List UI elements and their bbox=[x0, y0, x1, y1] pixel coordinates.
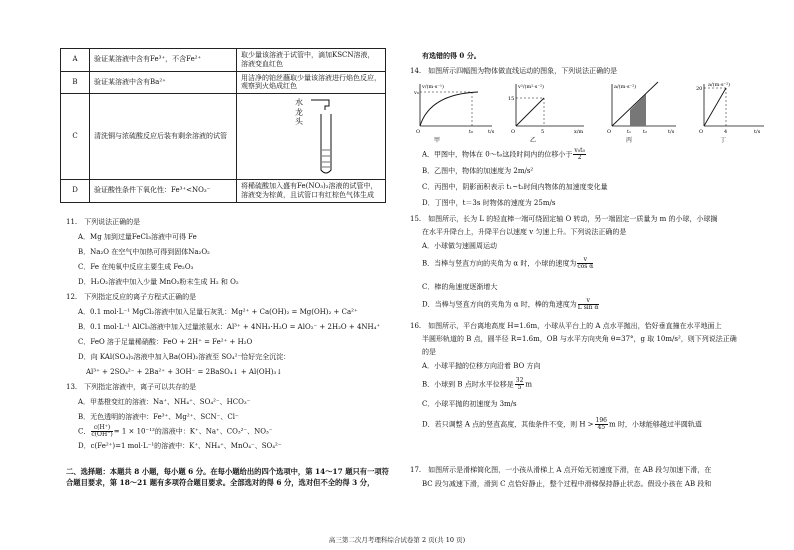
q12-option-d: D．向 KAl(SO₄)₂溶液中加入Ba(OH)₂溶液至 SO₄²⁻恰好完全沉淀： bbox=[78, 353, 291, 361]
svg-text:a/(m·s⁻²): a/(m·s⁻²) bbox=[614, 84, 637, 90]
table-row bbox=[61, 180, 386, 203]
q15-fraction-b bbox=[577, 257, 593, 270]
option-purpose: 验证某溶液中含有Fe³⁺，不含Fe²⁺ bbox=[90, 49, 237, 72]
option-method: 将稀硫酸加入盛有Fe(NO₃)₂溶液的试管中，溶液变为棕黄，且试管口有红棕色气体生成 bbox=[237, 180, 386, 203]
svg-text:v/(m·s⁻¹): v/(m·s⁻¹) bbox=[422, 84, 444, 90]
graph-caption-bing: 丙 bbox=[626, 137, 633, 144]
option-key: A bbox=[61, 49, 90, 72]
svg-text:O: O bbox=[511, 129, 516, 135]
option-method: 用洁净的铂丝蘸取少量该溶液进行焰色反应，观察到火焰成红色 bbox=[237, 71, 386, 94]
question-17-stem-2: BC 段匀减速下滑，滑到 C 点恰好静止，整个过程中滑梯保持静止状态。假设小孩在 AB 段和 bbox=[422, 480, 712, 488]
graph-caption-jia: 甲 bbox=[434, 137, 441, 144]
q13-fraction bbox=[91, 425, 112, 438]
table-row bbox=[61, 49, 386, 72]
question-14-stem: 14. 如图所示四幅图为物体做直线运动的图象，下列说法正确的是 bbox=[410, 67, 618, 75]
fraction-denominator: 2 bbox=[577, 154, 582, 161]
fraction-numerator: v bbox=[577, 257, 593, 264]
svg-text:t₀: t₀ bbox=[469, 129, 474, 135]
q15-option-b-text: B．当棒与竖直方向的夹角为 α 时，小球的速度为 bbox=[422, 259, 577, 268]
graph-caption-ding: 丁 bbox=[720, 137, 727, 144]
svg-text:5: 5 bbox=[541, 129, 545, 135]
option-purpose: 验证酸性条件下氧化性：Fe³⁺<NO₃⁻ bbox=[90, 180, 237, 203]
question-12-stem: 12. 下列指定反应的离子方程式正确的是 bbox=[66, 293, 197, 301]
svg-text:t/s: t/s bbox=[488, 129, 495, 135]
table-row bbox=[61, 94, 386, 180]
q15-option-a: A．小球做匀速圆周运动 bbox=[422, 242, 498, 250]
svg-text:t/s: t/s bbox=[668, 129, 675, 135]
svg-text:4: 4 bbox=[724, 129, 728, 135]
question-11-stem: 11. 下列说法正确的是 bbox=[66, 218, 141, 226]
question-16-stem-3: 的是 bbox=[422, 348, 436, 356]
svg-text:15: 15 bbox=[508, 96, 515, 102]
option-key: B bbox=[61, 71, 90, 94]
graph-yi bbox=[508, 83, 584, 135]
page-footer: 高三第二次月考理科综合试卷第 2 页(共 10 页) bbox=[328, 536, 466, 544]
q15-option-d-text: D．当棒与竖直方向的夹角为 α 时，棒的角速度为 bbox=[422, 300, 577, 309]
svg-text:t₁: t₁ bbox=[627, 129, 632, 135]
question-15-stem: 15. 如图所示，长为 L 的轻直棒一端可绕固定轴 O 转动，另一端固定一质量为 m 的小球，小球搁 bbox=[410, 215, 718, 223]
test-tube-diagram bbox=[307, 96, 347, 176]
graph-ding bbox=[696, 81, 764, 135]
q12-option-d-equation: Al³⁺ + 2SO₄²⁻ + 2Ba²⁺ + 3OH⁻ = 2BaSO₄↓ + Al(OH)₃↓ bbox=[86, 368, 283, 376]
q16-option-c: C．小球平抛的初速度为 3m/s bbox=[422, 400, 517, 408]
fraction-numerator: c(H⁺) bbox=[91, 425, 112, 432]
question-16-stem: 16. 如图所示，平台离地高度 H=1.6m，小球从平台上的 A 点水平抛出，恰好垂直撞在水平地面上 bbox=[410, 322, 722, 330]
question-15-stem-2: 在水平升降台上，升降平台以速度 v 匀速上升。下列说法正确的是 bbox=[422, 228, 627, 236]
q14-option-a bbox=[422, 148, 587, 161]
q11-option-c: C．Fe 在纯氧中反应主要生成 Fe₂O₃ bbox=[78, 263, 194, 271]
fraction-numerator: v₀t₀ bbox=[574, 147, 585, 154]
q16-option-b-unit: m bbox=[525, 380, 533, 389]
fraction-denominator: c(OH⁻) bbox=[91, 431, 113, 438]
q16-option-d-text-2: m 时，小球能够越过半圆轨道 bbox=[609, 420, 702, 429]
q15-fraction-d bbox=[578, 298, 599, 311]
q12-option-c: C．FeO 溶于足量稀硝酸：FeO + 2H⁺ = Fe²⁺ + H₂O bbox=[78, 338, 253, 346]
svg-text:v₀: v₀ bbox=[414, 90, 419, 96]
q14-fraction bbox=[573, 148, 586, 161]
option-method: 取少量该溶液于试管中，滴加KSCN溶液，溶液变血红色 bbox=[237, 49, 386, 72]
q11-option-b: B．Na₂O 在空气中加热可得到固体Na₂O₂ bbox=[78, 248, 210, 256]
question-13-stem: 13. 下列指定溶液中，离子可以共存的是 bbox=[66, 383, 197, 391]
q13-option-a: A．甲基橙变红的溶液：Na⁺、NH₄⁺、SO₄²⁻、HCO₃⁻ bbox=[78, 398, 251, 406]
graph-jia bbox=[414, 83, 495, 135]
option-key: C bbox=[61, 94, 90, 180]
q15-option-d bbox=[422, 298, 600, 311]
q13-option-b: B．无色透明的溶液中：Fe³⁺、Mg²⁺、SCN⁻、Cl⁻ bbox=[78, 413, 239, 421]
fraction-denominator: 45 bbox=[597, 424, 606, 431]
graph-caption-yi: 乙 bbox=[530, 137, 537, 144]
option-purpose: 验证某溶液中含有Ba²⁺ bbox=[90, 71, 237, 94]
question-16-stem-2: 半圆形轨道的 B 点，圆半径 R=1.6m，OB 与水平方向夹角 θ=37°，g 取 10m/s²，则下列说法正确 bbox=[422, 335, 737, 343]
fraction-denominator: L sin α bbox=[577, 304, 599, 311]
q14-option-d: D．丁图中，t＝3s 时物体的速度为 25m/s bbox=[422, 199, 556, 207]
options-table bbox=[60, 48, 386, 203]
svg-text:O: O bbox=[699, 129, 704, 135]
section-2-instructions: 二、选择题：本题共 8 小题，每小题 6 分。在每小题给出的四个选项中，第 14～17 题只有一项符合题目要求，第 18～21 题有多项符合题目要求。全部选对的得 6 分，选对但不全的得 3 分， bbox=[66, 467, 389, 488]
fraction-numerator: 196 bbox=[595, 417, 607, 424]
q12-option-a: A．0.1 mol·L⁻¹ MgCl₂溶液中加入足量石灰乳：Mg²⁺ + Ca(OH)₂ = Mg(OH)₂ + Ca²⁺ bbox=[78, 308, 358, 316]
q16-option-d bbox=[422, 418, 702, 431]
svg-text:20: 20 bbox=[696, 86, 703, 92]
option-purpose: 清洗铜与浓硫酸反应后装有剩余溶液的试管 bbox=[90, 94, 237, 180]
fraction-numerator: 32 bbox=[515, 377, 524, 384]
svg-text:O: O bbox=[607, 129, 612, 135]
graph-bing bbox=[607, 82, 676, 135]
q16-fraction-b bbox=[515, 378, 525, 391]
q12-option-b: B．0.1 mol·L⁻¹ AlCl₃溶液中加入过量浓氨水：Al³⁺ + 4NH₃·H₂O = AlO₂⁻ + 2H₂O + 4NH₄⁺ bbox=[78, 323, 381, 331]
q11-option-d: D．H₂O₂溶液中加入少量 MnO₂粉末生成 H₂ 和 O₂ bbox=[78, 278, 239, 286]
q16-option-b bbox=[422, 378, 532, 391]
q14-option-b: B．乙图中，物体的加速度为 2m/s² bbox=[422, 167, 534, 175]
q16-option-b-text: B．小球到 B 点时水平位移是 bbox=[422, 380, 514, 389]
q11-option-a: A．Mg 加到过量FeCl₃溶液中可得 Fe bbox=[78, 233, 197, 241]
svg-text:a/(m·s⁻²): a/(m·s⁻²) bbox=[708, 82, 731, 88]
svg-text:O: O bbox=[416, 129, 421, 135]
faucet-label: 水 龙 头 bbox=[295, 98, 303, 127]
q15-option-b bbox=[422, 257, 594, 270]
faucet-diagram-cell bbox=[237, 94, 386, 180]
q13-option-c-text: = 1 × 10⁻¹²的溶液中：K⁺、Na⁺、CO₃²⁻、NO₃⁻ bbox=[113, 427, 273, 436]
svg-text:v²/(m²·s⁻²): v²/(m²·s⁻²) bbox=[518, 84, 544, 90]
svg-text:t₂: t₂ bbox=[643, 129, 648, 135]
svg-text:t/s: t/s bbox=[754, 129, 761, 135]
table-row bbox=[61, 71, 386, 94]
fraction-denominator: 5 bbox=[517, 384, 522, 391]
q13-option-d: D．c(Fe²⁺)=1 mol·L⁻¹的溶液中：K⁺、NH₄⁺、MnO₄⁻、SO₄²⁻ bbox=[78, 442, 282, 450]
svg-text:x/m: x/m bbox=[574, 129, 584, 135]
q16-fraction-d bbox=[595, 418, 608, 431]
fraction-numerator: v bbox=[578, 298, 599, 305]
q13-option-c-key: C． bbox=[78, 427, 91, 436]
section-2-continued: 有选错的得 0 分。 bbox=[422, 51, 481, 60]
q15-option-c: C．棒的角速度逐渐增大 bbox=[422, 283, 498, 291]
motion-graphs bbox=[414, 80, 794, 140]
q13-option-c bbox=[78, 425, 273, 438]
option-key: D bbox=[61, 180, 90, 203]
q14-option-a-text: A．甲图中，物体在 0～t₀这段时间内的位移小于 bbox=[422, 150, 573, 159]
question-17-stem: 17. 如图所示是滑梯简化图，一小孩从滑梯上 A 点开始无初速度下滑，在 AB 段匀加速下滑，在 bbox=[410, 466, 712, 474]
q14-option-c: C．丙图中，阴影面积表示 t₁~t₂时间内物体的加速度变化量 bbox=[422, 183, 608, 191]
right-column bbox=[404, 0, 792, 520]
fraction-denominator: cos α bbox=[577, 263, 594, 270]
q16-option-d-text: D．若只调整 A 点的竖直高度，其他条件不变，则 H > bbox=[422, 420, 594, 429]
left-column bbox=[0, 0, 398, 520]
q16-option-a: A．小球平抛的位移方向沿着 BO 方向 bbox=[422, 362, 541, 370]
